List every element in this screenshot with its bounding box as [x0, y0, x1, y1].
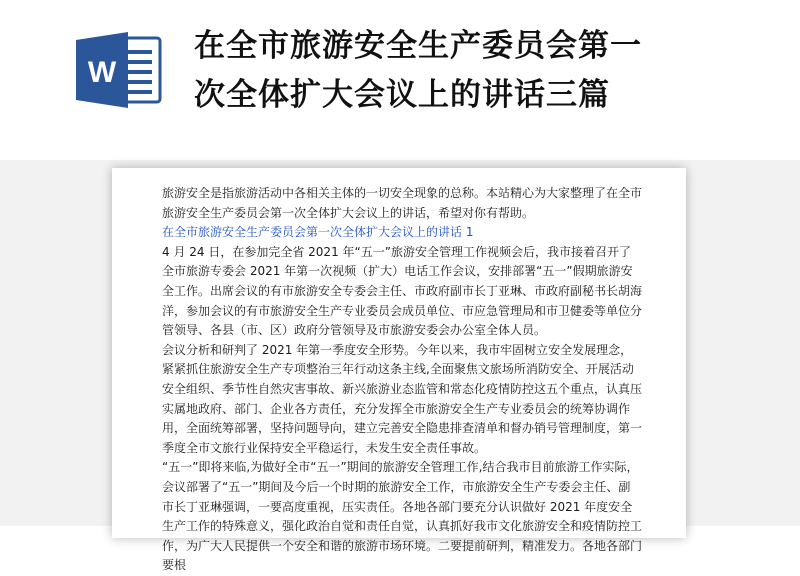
body-paragraph: 会议分析和研判了 2021 年第一季度安全形势。今年以来，我市牢固树立安全发展理念，紧紧抓住旅游安全生产专项整治三年行动这条主线,全面聚焦文旅场所消防安全、开展活动安全组织、季节性自然灾害事故、新兴旅游业态监管和常态化疫情防控这五个重点，认真压实属地政府、部门、企业各方责任，充分发挥全市旅游安全生产专业委员会的统筹协调作用，全面统筹部署，坚持问题导向，建立完善安全隐患排查清单和督办销号管理制度，第一季度全市文旅行业保持安全平稳运行，未发生安全责任事故。: [162, 342, 643, 455]
document-page: [112, 168, 686, 573]
title-line-1: 在全市旅游安全生产委员会第一: [194, 28, 642, 64]
body-paragraph: 4 月 24 日，在参加完全省 2021 年“五一”旅游安全管理工作视频会后，我市接着召开了全市旅游专委会 2021 年第一次视频（扩大）电话工作会议，安排部署“五一”假期旅游安全工作。出席会议的有市旅游安全专委会主任、市政府副市长丁亚琳、市政府副秘书长胡海洋，参加会议的有市旅游安全生产专业委员会成员单位、市应急管理局和市卫健委等单位分管领导、各县（市、区）政府分管领导及市旅游安委会办公室全体人员。: [162, 244, 643, 338]
title-line-2: 次全体扩大会议上的讲话三篇: [194, 77, 610, 113]
body-paragraph: “五一”即将来临,为做好全市“五一”期间的旅游安全管理工作,结合我市目前旅游工作实际，会议部署了“五一”期间及今后一个时期的旅游安全工作，市旅游安全生产专委会主任、副市长丁亚琳强调，一要高度重视，压实责任。各地各部门要充分认识做好 2021 年度安全生产工作的特殊意义，强化政治自觉和责任自觉，认真抓好我市文化旅游安全和疫情防控工作，为广大人民提供一个安全和谐的旅游市场环境。二要提前研判，精准发力。各地各部门要根: [162, 460, 643, 573]
intro-paragraph: 旅游安全是指旅游活动中各相关主体的一切安全现象的总称。本站精心为大家整理了在全市旅游安全生产委员会第一次全体扩大会议上的讲话，希望对你有帮助。: [162, 186, 643, 220]
section-heading-link[interactable]: 在全市旅游安全生产委员会第一次全体扩大会议上的讲话 1: [162, 225, 474, 240]
document-body: [162, 184, 642, 576]
page-title: [194, 22, 784, 120]
svg-text:W: W: [87, 56, 117, 89]
word-document-icon: [72, 28, 164, 112]
header: [0, 0, 800, 160]
